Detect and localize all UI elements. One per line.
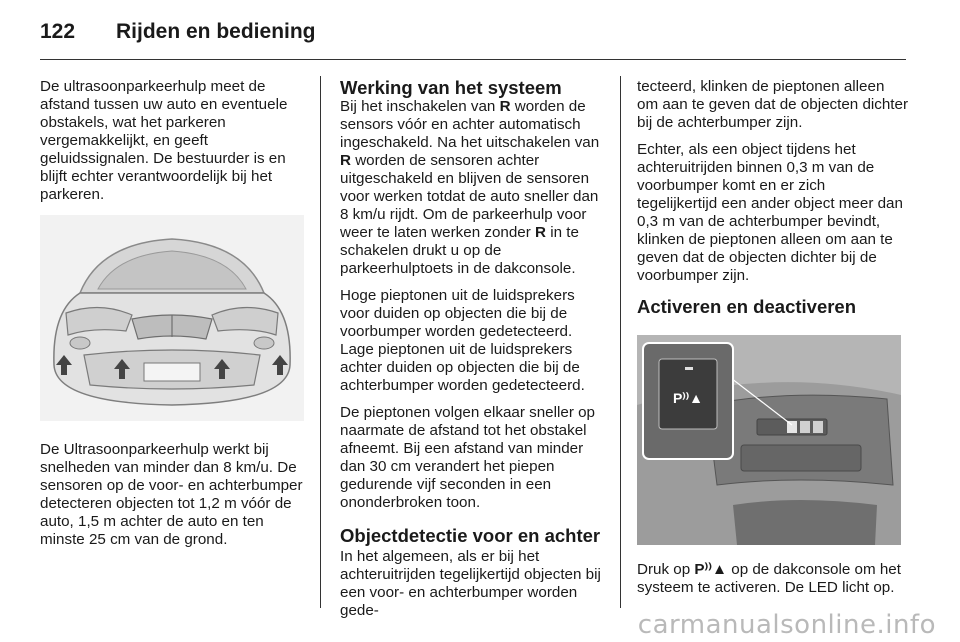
column-divider-2 bbox=[620, 76, 621, 608]
heading-activate: Activeren en deactiveren bbox=[637, 296, 857, 317]
heading-working: Werking van het systeem bbox=[340, 77, 562, 98]
column-1 bbox=[40, 78, 308, 558]
car-sensors-illustration bbox=[40, 215, 304, 421]
column-3 bbox=[637, 78, 909, 606]
column-divider-1 bbox=[320, 76, 321, 608]
watermark: carmanualsonline.info bbox=[637, 610, 936, 640]
intro-paragraph: De ultrasoonparkeerhulp meet de afstand tussen uw auto en eventuele obstakels, wat het parkeren vergemakkelijkt, en geeft geluidssignalen. De bestuurder is en blijft echter verantwoordelijk bij het parkeren. bbox=[40, 78, 288, 203]
beep-speed-paragraph: De pieptonen volgen elkaar sneller op naarmate de afstand tot het obstakel afneemt. Bij een afstand van minder dan 30 cm verandert het piepen gedurende vijf seconden in een ononderbroken toon. bbox=[340, 404, 595, 511]
roof-console-illustration bbox=[637, 335, 901, 545]
activate-paragraph: Druk op P⁾⁾▲ op de dakconsole om het systeem te activeren. De LED licht op. bbox=[637, 561, 901, 596]
detection-cont-paragraph: tecteerd, klinken de pieptonen alleen om aan te geven dat de objecten dichter bij de achterbumper zijn. bbox=[637, 78, 909, 131]
working-paragraph: Bij het inschakelen van R worden de sensors vóór en achter automatisch ingeschakeld. Na het uitschakelen van R worden de sensoren achter uitgeschakeld en blijven de sensoren voor werken totdat de auto sneller dan 8 km/u rijdt. Om de parkeerhulp voor weer te laten werken zonder R in te schakelen drukt u op de parkeerhulptoets in de dakconsole. bbox=[340, 98, 600, 277]
page-number: 122 bbox=[40, 20, 76, 43]
header-rule bbox=[40, 59, 906, 60]
column-2 bbox=[340, 78, 608, 629]
page-title: Rijden en bediening bbox=[116, 20, 316, 43]
beep-paragraph: Hoge pieptonen uit de luidsprekers voor duiden op objecten die bij de voorbumper worden gedetecteerd. Lage pieptonen uit de luidsprekers achter duiden op objecten die bij de achterbumper worden gedetecteerd. bbox=[340, 287, 585, 394]
heading-detection: Objectdetectie voor en achter bbox=[340, 525, 601, 546]
front-priority-paragraph: Echter, als een object tijdens het achteruitrijden binnen 0,3 m van de voorbumper komt en er zich tegelijkertijd een ander object meer dan 0,3 m van de achterbumper bevindt, klinken de pieptonen alleen om aan te geven dat de objecten dichter bij de voorbumper zijn. bbox=[637, 141, 903, 284]
detection-paragraph: In het algemeen, als er bij het achteruitrijden tegelijkertijd objecten bij een voor- en achterbumper worden gede- bbox=[340, 548, 601, 619]
parking-button-label: P⁾⁾▲ bbox=[672, 390, 704, 406]
roof-console-figure bbox=[637, 335, 901, 545]
speed-paragraph: De Ultrasoonparkeerhulp werkt bij snelheden van minder dan 8 km/u. De sensoren op de voor- en achterbumper detecteren objecten tot 1,2 m vóór de auto, 1,5 m achter de auto en ten minste 25 cm van de grond. bbox=[40, 441, 303, 548]
parking-symbol-icon: P⁾⁾▲ bbox=[694, 561, 728, 578]
car-front-figure bbox=[40, 215, 304, 421]
